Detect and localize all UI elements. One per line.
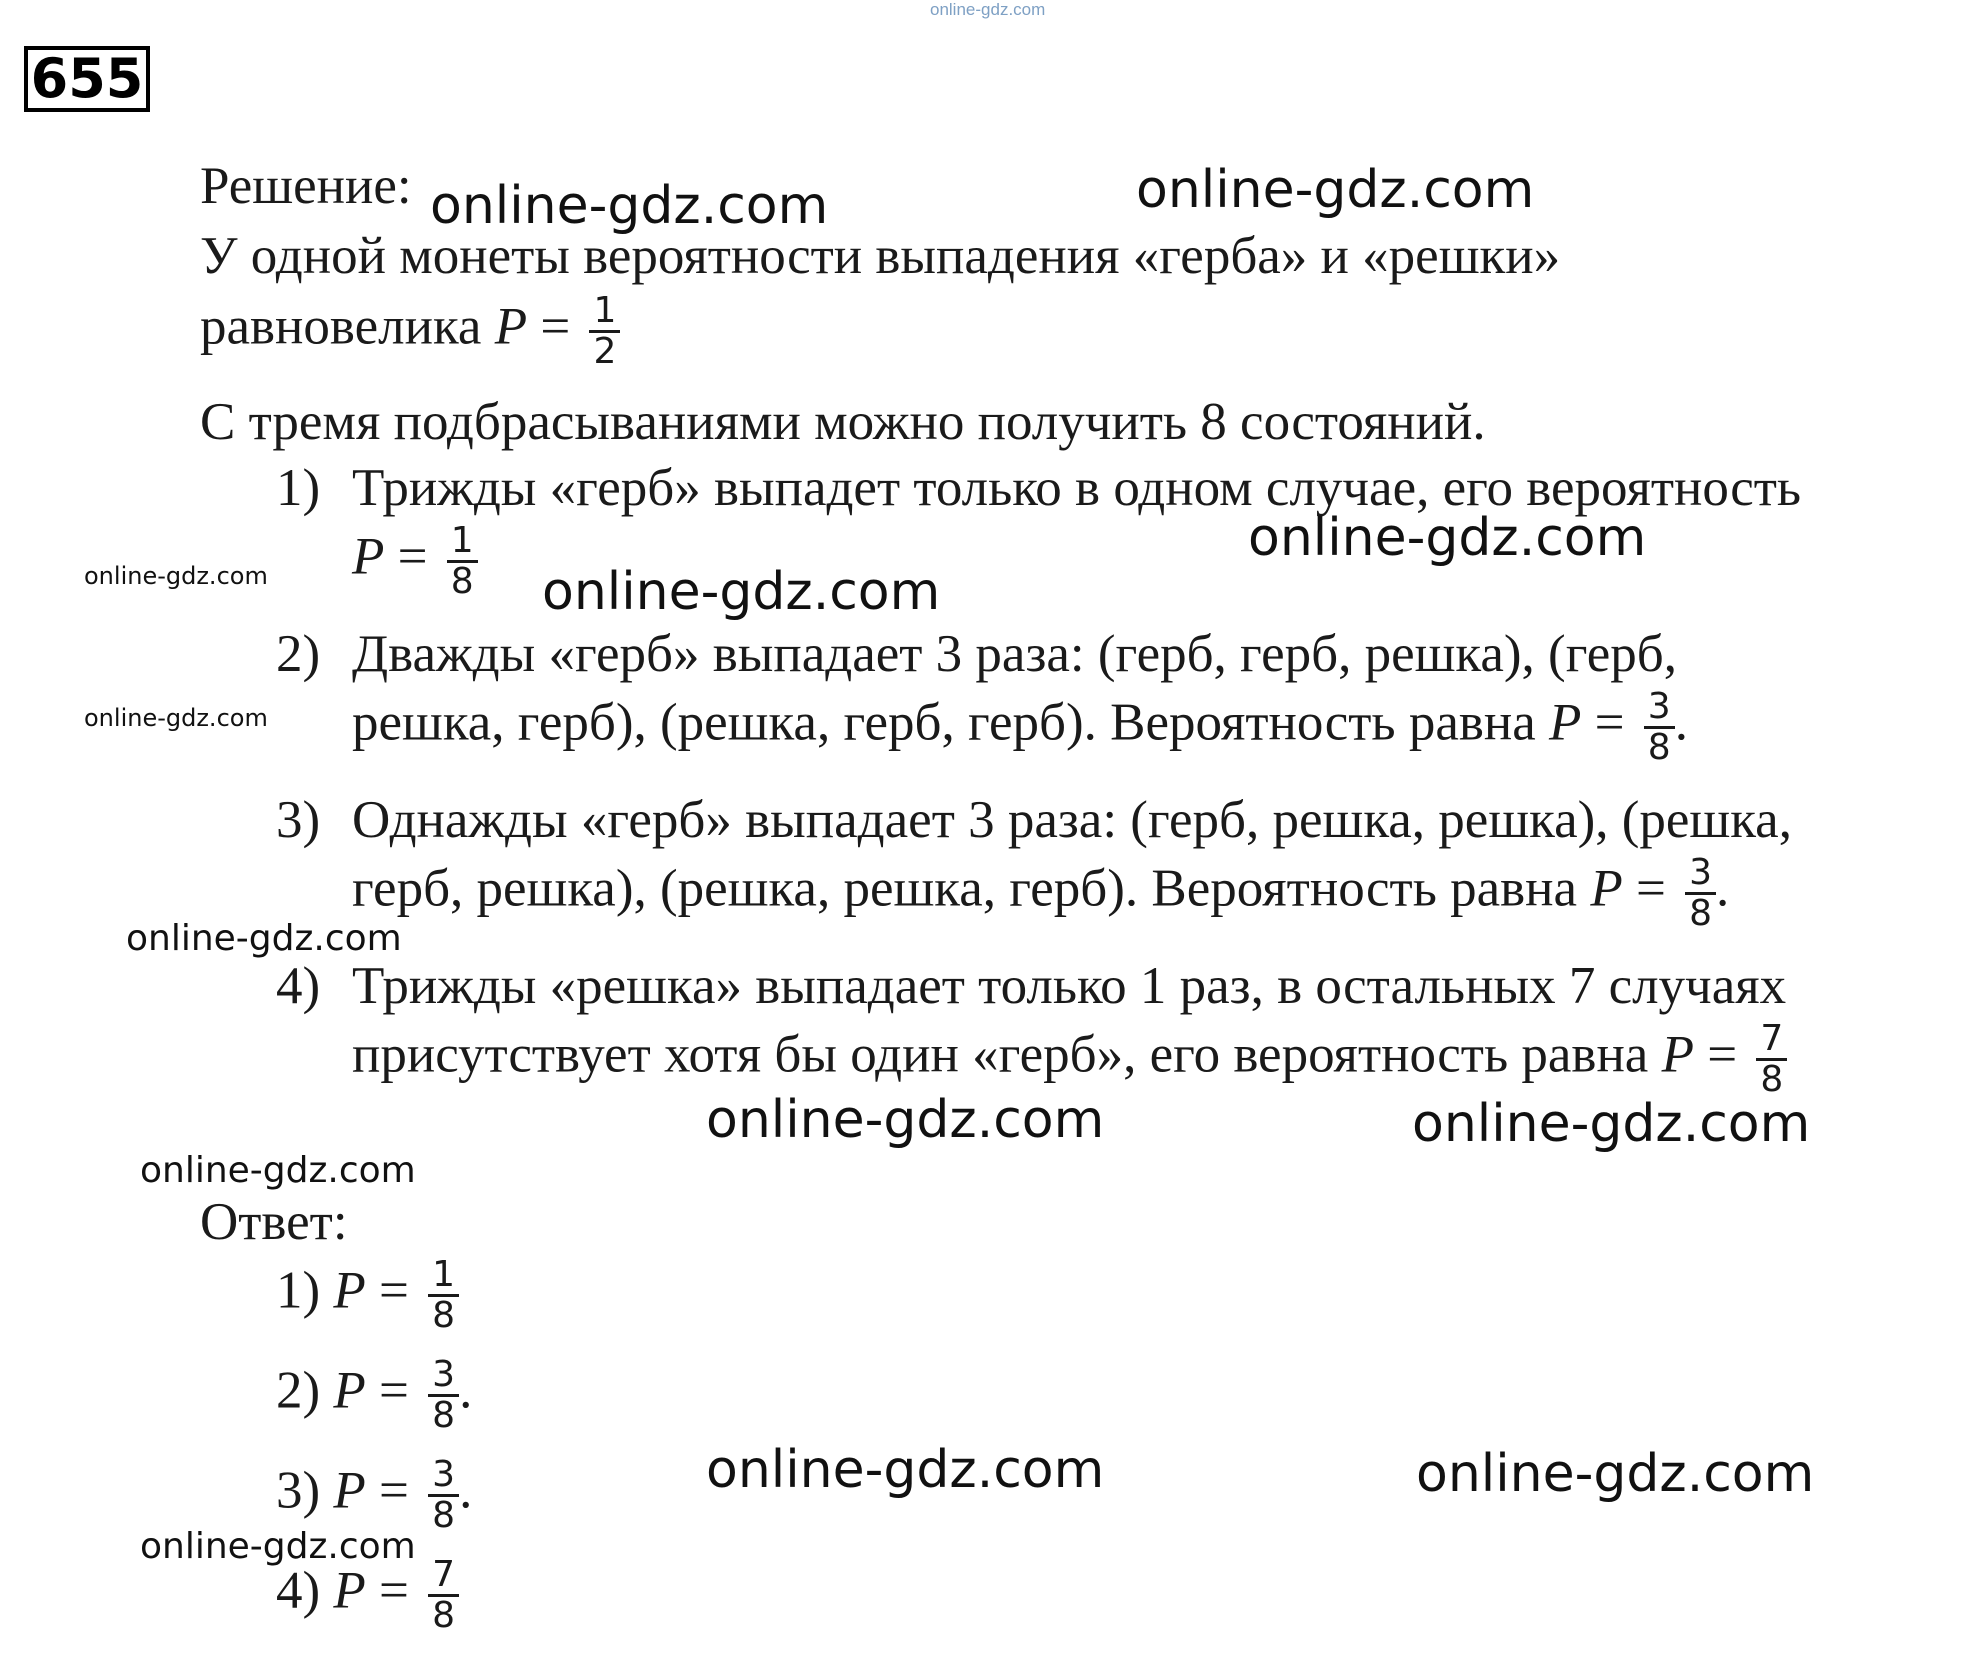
- fraction-numerator: 3: [1644, 688, 1675, 729]
- period: .: [1674, 693, 1688, 752]
- period: .: [459, 1461, 473, 1520]
- site-header: online-gdz.com: [930, 0, 1046, 19]
- p-symbol: P: [1549, 693, 1582, 752]
- fraction-denominator: 8: [450, 561, 474, 602]
- item-formula: [352, 522, 478, 601]
- watermark: online-gdz.com: [84, 562, 268, 590]
- period: .: [459, 1361, 473, 1420]
- solution-label: Решение:: [200, 157, 412, 215]
- item-marker: 4): [276, 957, 321, 1015]
- fraction: [428, 1456, 459, 1535]
- watermark: online-gdz.com: [84, 704, 268, 732]
- watermark: online-gdz.com: [140, 1526, 416, 1567]
- p-symbol: P: [333, 1261, 366, 1320]
- states-line: С тремя подбрасываниями можно получить 8 состояний.: [200, 393, 1486, 451]
- answer-item: [276, 1256, 459, 1335]
- answer-marker: 4): [276, 1561, 321, 1620]
- p-symbol: P: [333, 1561, 366, 1620]
- answer-item: [276, 1356, 472, 1435]
- p-symbol: P: [352, 527, 385, 586]
- p-symbol: P: [1590, 859, 1623, 918]
- fraction: [428, 1356, 459, 1435]
- answer-marker: 1): [276, 1261, 321, 1320]
- intro-line-2: [200, 292, 620, 371]
- watermark: online-gdz.com: [126, 918, 402, 959]
- fraction-numerator: 1: [589, 292, 620, 333]
- item-line: Однажды «герб» выпадает 3 раза: (герб, решка, решка), (решка,: [352, 791, 1792, 849]
- fraction-denominator: 8: [432, 1495, 456, 1536]
- item-line: [352, 854, 1729, 933]
- intro-line-1: У одной монеты вероятности выпадения «герба» и «решки»: [200, 227, 1561, 285]
- period: .: [1715, 859, 1730, 918]
- equals-sign: =: [379, 1461, 409, 1520]
- item-line-text: решка, герб), (решка, герб, герб). Вероятность равна: [352, 693, 1536, 752]
- fraction-numerator: 3: [1685, 854, 1716, 895]
- p-symbol: P: [333, 1361, 366, 1420]
- p-symbol: P: [494, 297, 528, 356]
- equals-sign: =: [379, 1361, 409, 1420]
- answer-item: [276, 1456, 472, 1535]
- equals-sign: =: [379, 1561, 409, 1620]
- answer-label: Ответ:: [200, 1193, 348, 1251]
- fraction-denominator: 8: [1647, 727, 1671, 768]
- item-line: [352, 688, 1688, 767]
- item-marker: 2): [276, 625, 321, 683]
- item-marker: 1): [276, 459, 321, 517]
- item-line-text: присутствует хотя бы один «герб», его вероятность равна: [352, 1025, 1649, 1084]
- intro-line-2-text: равновелика: [200, 297, 482, 356]
- equals-sign: =: [1635, 859, 1666, 918]
- watermark: online-gdz.com: [1416, 1444, 1815, 1504]
- watermark: online-gdz.com: [542, 562, 941, 622]
- watermark: online-gdz.com: [430, 176, 829, 236]
- watermark: online-gdz.com: [1136, 160, 1535, 220]
- fraction: [428, 1256, 459, 1335]
- fraction-numerator: 7: [428, 1556, 459, 1597]
- fraction-denominator: 2: [593, 331, 617, 372]
- fraction: [447, 522, 478, 601]
- watermark: online-gdz.com: [706, 1440, 1105, 1500]
- answer-marker: 2): [276, 1361, 321, 1420]
- fraction: [1644, 688, 1675, 767]
- fraction-denominator: 8: [432, 1595, 456, 1636]
- fraction-denominator: 8: [432, 1295, 456, 1336]
- item-line: [352, 1020, 1787, 1099]
- fraction-numerator: 1: [428, 1256, 459, 1297]
- item-line: Трижды «герб» выпадет только в одном случае, его вероятность: [352, 459, 1802, 517]
- equals-sign: =: [379, 1261, 409, 1320]
- item-line: Трижды «решка» выпадает только 1 раз, в остальных 7 случаях: [352, 957, 1787, 1015]
- watermark: online-gdz.com: [706, 1090, 1105, 1150]
- fraction-denominator: 8: [1689, 893, 1712, 934]
- item-marker: 3): [276, 791, 321, 849]
- watermark: online-gdz.com: [140, 1150, 416, 1191]
- item-line-text: герб, решка), (решка, решка, герб). Вероятность равна: [352, 859, 1578, 918]
- equals-sign: =: [1594, 693, 1625, 752]
- equals-sign: =: [540, 297, 571, 356]
- answer-marker: 3): [276, 1461, 321, 1520]
- problem-number: 655: [24, 46, 150, 112]
- fraction-numerator: 7: [1756, 1020, 1787, 1061]
- fraction: [1685, 854, 1716, 933]
- watermark: online-gdz.com: [1248, 508, 1647, 568]
- fraction-numerator: 3: [428, 1356, 459, 1397]
- fraction-numerator: 3: [428, 1456, 459, 1497]
- p-symbol: P: [1661, 1025, 1694, 1084]
- answer-item: [276, 1556, 459, 1635]
- fraction-denominator: 8: [432, 1395, 456, 1436]
- fraction-denominator: 8: [1760, 1059, 1784, 1100]
- watermark: online-gdz.com: [1412, 1094, 1811, 1154]
- fraction-numerator: 1: [447, 522, 478, 563]
- item-line: Дважды «герб» выпадает 3 раза: (герб, герб, решка), (герб,: [352, 625, 1677, 683]
- fraction: [1756, 1020, 1787, 1099]
- p-symbol: P: [333, 1461, 366, 1520]
- equals-sign: =: [397, 527, 428, 586]
- equals-sign: =: [1707, 1025, 1738, 1084]
- fraction-half: [589, 292, 620, 371]
- fraction: [428, 1556, 459, 1635]
